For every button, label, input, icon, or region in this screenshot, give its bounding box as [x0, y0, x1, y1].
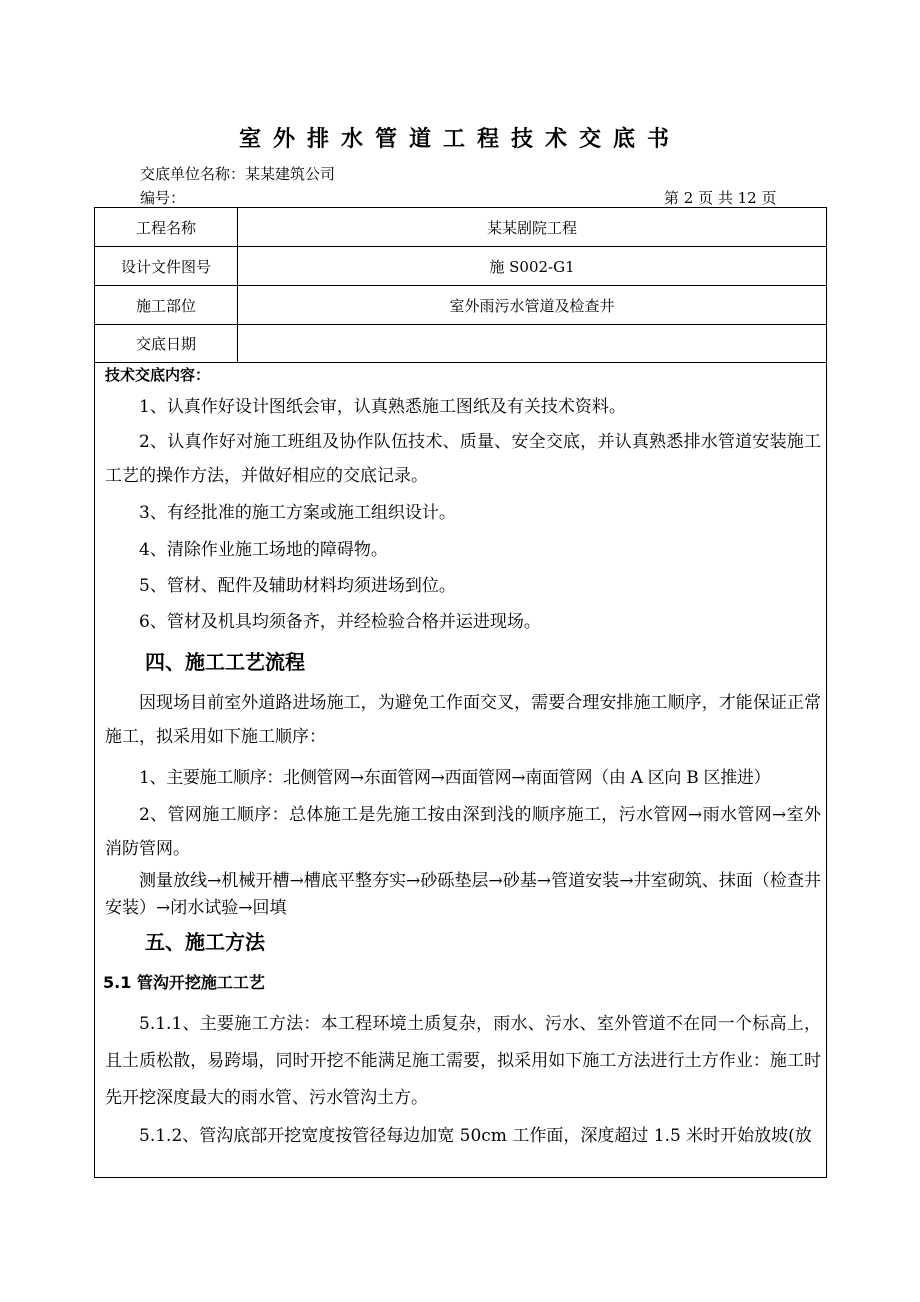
info-row-location — [95, 286, 826, 325]
unit-label: 交底单位名称：某某建筑公司 — [140, 165, 336, 183]
disclosure-form — [94, 207, 827, 1178]
number-label: 编号： — [140, 189, 186, 207]
info-value: 室外雨污水管道及检查井 — [449, 296, 615, 315]
section-4-title: 四、施工工艺流程 — [145, 650, 305, 674]
info-value: 施 S002-G1 — [489, 257, 575, 276]
info-label: 交底日期 — [95, 325, 238, 362]
page-info: 第 2 页 共 12 页 — [664, 189, 777, 207]
content-heading: 技术交底内容： — [105, 366, 211, 384]
section-4-intro: 因现场目前室外道路进场施工，为避免工作面交叉，需要合理安排施工顺序，才能保证正常施工，拟采用如下施工顺序： — [105, 693, 821, 747]
document-title: 室外排水管道工程技术交底书 — [238, 126, 681, 152]
list-item: 5.1.2、管沟底部开挖宽度按管径每边加宽 50cm 工作面，深度超过 1.5 米时开始放坡(放 — [139, 1126, 812, 1146]
info-label: 设计文件图号 — [95, 247, 238, 285]
list-item: 3、有经批准的施工方案或施工组织设计。 — [139, 503, 456, 523]
process-flow: 测量放线→机械开槽→槽底平整夯实→砂砾垫层→砂基→管道安装→井室砌筑、抹面（检查井安装）→闭水试验→回填 — [105, 871, 821, 918]
list-item: 6、管材及机具均须备齐，并经检验合格并运进现场。 — [139, 612, 541, 632]
info-value — [238, 325, 826, 362]
list-item: 4、清除作业施工场地的障碍物。 — [139, 540, 388, 560]
list-item: 2、认真作好对施工班组及协作队伍技术、质量、安全交底，并认真熟悉排水管道安装施工工艺的操作方法，并做好相应的交底记录。 — [105, 432, 821, 486]
info-label: 施工部位 — [95, 286, 238, 324]
info-row-project — [95, 208, 826, 247]
info-row-date — [95, 325, 826, 363]
section-5-title: 五、施工方法 — [145, 930, 265, 954]
list-item: 5、管材、配件及辅助材料均须进场到位。 — [139, 576, 456, 596]
list-item: 2、管网施工顺序：总体施工是先施工按由深到浅的顺序施工，污水管网→雨水管网→室外消防管网。 — [105, 805, 821, 859]
info-row-drawing — [95, 247, 826, 286]
list-item: 1、认真作好设计图纸会审，认真熟悉施工图纸及有关技术资料。 — [139, 397, 626, 417]
info-value: 某某剧院工程 — [486, 218, 577, 237]
info-label: 工程名称 — [95, 208, 238, 246]
list-item: 5.1.1、主要施工方法：本工程环境土质复杂，雨水、污水、室外管道不在同一个标高上，且土质松散，易跨塌，同时开挖不能满足施工需要，拟采用如下施工方法进行土方作业：施工时先开挖深度最大的雨水管、污水管沟土方。 — [105, 1014, 821, 1108]
subsection-title: 5.1 管沟开挖施工工艺 — [103, 973, 265, 992]
list-item: 1、主要施工顺序：北侧管网→东面管网→西面管网→南面管网（由 A 区向 B 区推进） — [139, 768, 771, 788]
